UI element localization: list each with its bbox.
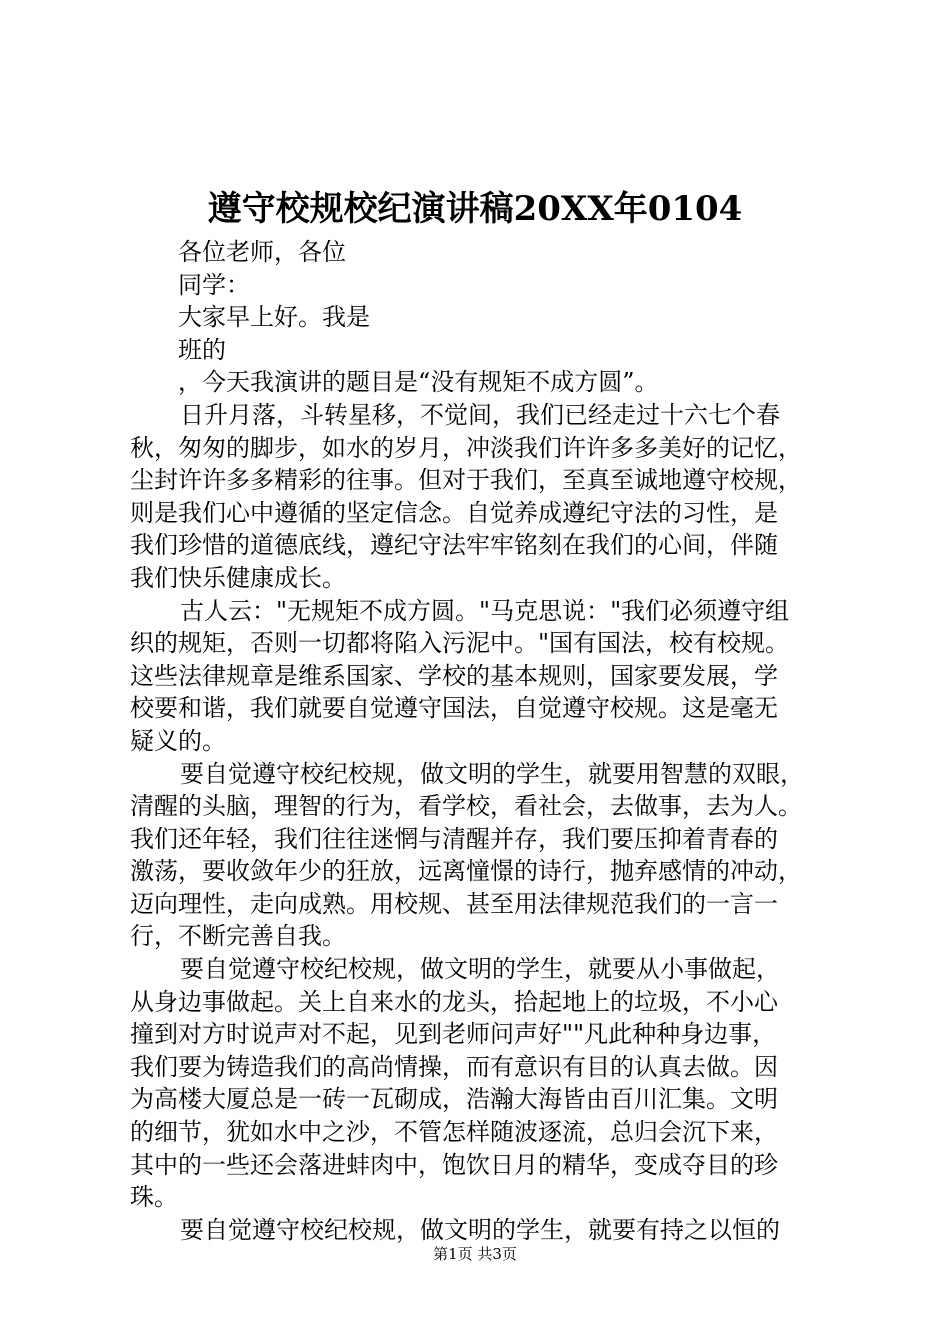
- paragraph-line: 我们珍惜的道德底线，遵纪守法牢牢铭刻在我们的心间，伴随: [130, 531, 778, 560]
- paragraph-line: 迈向理性，走向成熟。用校规、甚至用法律规范我们的一言一: [130, 889, 778, 918]
- greeting-line: 同学：: [178, 270, 250, 299]
- paragraph-line: 要自觉遵守校纪校规，做文明的学生，就要有持之以恒的: [180, 1215, 780, 1244]
- paragraph-line: 珠。: [130, 1183, 178, 1212]
- greeting-line: ，今天我演讲的题目是“没有规矩不成方圆”。: [178, 368, 659, 397]
- paragraph-line: 清醒的头脑，理智的行为，看学校，看社会，去做事，去为人。: [130, 792, 802, 821]
- paragraph-line: 古人云："无规矩不成方圆。"马克思说："我们必须遵守组: [180, 596, 790, 625]
- paragraph-line: 行，不断完善自我。: [130, 922, 346, 951]
- paragraph-line: 我们还年轻，我们往往迷惘与清醒并存，我们要压抑着青春的: [130, 824, 778, 853]
- paragraph-line: 尘封许许多多精彩的往事。但对于我们，至真至诚地遵守校规，: [130, 466, 802, 495]
- greeting-line: 班的: [178, 335, 226, 364]
- paragraph-line: 从身边事做起。关上自来水的龙头，拾起地上的垃圾，不小心: [130, 987, 778, 1016]
- paragraph-line: 要自觉遵守校纪校规，做文明的学生，就要从小事做起，: [180, 955, 780, 984]
- paragraph-line: 校要和谐，我们就要自觉遵守国法，自觉遵守校规。这是毫无: [130, 694, 778, 723]
- paragraph-line: 织的规矩，否则一切都将陷入污泥中。"国有国法，校有校规。: [130, 629, 790, 658]
- paragraph-line: 则是我们心中遵循的坚定信念。自觉养成遵纪守法的习性，是: [130, 498, 778, 527]
- paragraph-line: 秋，匆匆的脚步，如水的岁月，冲淡我们许许多多美好的记忆，: [130, 433, 802, 462]
- document-body: [130, 236, 830, 1246]
- paragraph-line: 我们快乐健康成长。: [130, 563, 346, 592]
- paragraph-line: 要自觉遵守校纪校规，做文明的学生，就要用智慧的双眼，: [180, 759, 804, 788]
- paragraph-line: 撞到对方时说声对不起，见到老师问声好""凡此种种身边事，: [130, 1020, 777, 1049]
- greeting-line: 大家早上好。我是: [178, 303, 370, 332]
- paragraph-line: 的细节，犹如水中之沙，不管怎样随波逐流，总归会沉下来，: [130, 1118, 778, 1147]
- greeting-line: 各位老师，各位: [178, 238, 346, 266]
- paragraph-line: 为高楼大厦总是一砖一瓦砌成，浩瀚大海皆由百川汇集。文明: [130, 1085, 778, 1114]
- paragraph-line: 其中的一些还会落进蚌肉中，饱饮日月的精华，变成夺目的珍: [130, 1150, 778, 1179]
- document-title: 遵守校规校纪演讲稿20XX年0104: [207, 189, 743, 229]
- paragraph-line: 疑义的。: [130, 726, 226, 755]
- page-footer: 第1页 共3页: [433, 1245, 517, 1263]
- paragraph-line: 我们要为铸造我们的高尚情操，而有意识有目的认真去做。因: [130, 1052, 778, 1081]
- paragraph-line: 日升月落，斗转星移，不觉间，我们已经走过十六七个春: [180, 400, 780, 429]
- paragraph-line: 激荡，要收敛年少的狂放，远离憧憬的诗行，抛弃感情的冲动，: [130, 857, 802, 886]
- paragraph-line: 这些法律规章是维系国家、学校的基本规则，国家要发展，学: [130, 661, 778, 690]
